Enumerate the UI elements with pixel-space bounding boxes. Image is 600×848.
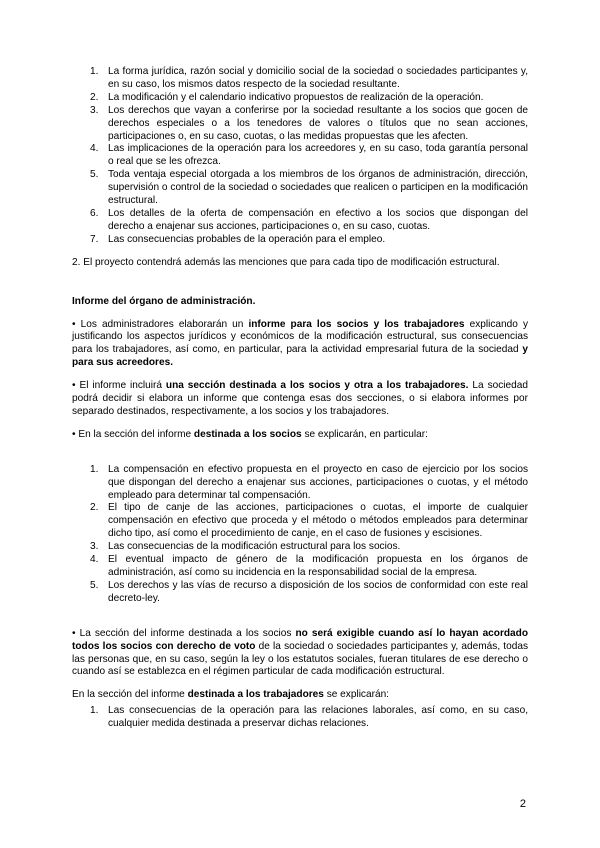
trabajadores-explanations-list	[72, 705, 528, 731]
paragraph-seccion-trabajadores: En la sección del informe destinada a los trabajadores se explicarán:	[72, 689, 389, 701]
paragraph-proyecto: 2. El proyecto contendrá además las menciones que para cada tipo de modificación estructural.	[72, 256, 500, 268]
proyecto-mentions-list	[72, 66, 528, 247]
paragraph-informe-socios-trabajadores: • Los administradores elaborarán un informe para los socios y los trabajadores explicando y justificando los aspectos jurídicos y económicos de la modificación estructural, sus consecuencias para los trabajadores, así como, en particular, para la actividad empresarial futura de la sociedad y para sus acreedores.	[72, 318, 528, 369]
list-item: 4. El eventual impacto de género de la modificación propuesta en los órganos de administración, así como su incidencia en la responsabilidad social de la empresa.	[90, 554, 528, 578]
list-item: 2. El tipo de canje de las acciones, participaciones o cuotas, el importe de cualquier compensación en efectivo que proceda y el método o métodos empleados para determinar dicho tipo, así como el procedimiento de canje, en el caso de fusiones y escisiones.	[90, 502, 528, 540]
list-item: 7. Las consecuencias probables de la operación para el empleo.	[90, 233, 386, 245]
list-item: 6. Los detalles de la oferta de compensación en efectivo a los socios que dispongan del derecho a enajenar sus acciones, participaciones o, en su caso, cuotas.	[90, 207, 528, 232]
list-item: 5. Los derechos y las vías de recurso a disposición de los socios de conformidad con este real decreto-ley.	[90, 579, 528, 604]
list-item: 1. La forma jurídica, razón social y domicilio social de la sociedad o sociedades participantes y, en su caso, los mismos datos respecto de la sociedad resultante.	[90, 66, 528, 90]
list-item: 1. La compensación en efectivo propuesta en el proyecto en caso de ejercicio por los socios que dispongan del derecho a enajenar sus acciones, participaciones o cuotas, y el método empleado para determinar tal compensación.	[90, 463, 528, 501]
list-item: 3. Las consecuencias de la modificación estructural para los socios.	[90, 541, 401, 553]
list-item: 5. Toda ventaja especial otorgada a los miembros de los órganos de administración, dirección, supervisión o control de la sociedad o sociedades que realicen o participen en la modificación estructural.	[90, 169, 528, 207]
list-item: 1. Las consecuencias de la operación para las relaciones laborales, así como, en su caso, cualquier medida destinada a preservar dichas relaciones.	[90, 705, 528, 730]
paragraph-seccion-socios: • En la sección del informe destinada a los socios se explicarán, en particular:	[72, 428, 428, 440]
list-item: 2. La modificación y el calendario indicativo propuestos de realización de la operación.	[90, 91, 484, 103]
paragraph-secciones: • El informe incluirá una sección destinada a los socios y otra a los trabajadores. La sociedad podrá decidir si elabora un informe que contenga esas dos secciones, o si elabora informes por separado destinados, respectivamente, a los socios y los trabajadores.	[72, 380, 528, 417]
paragraph-no-exigible: • La sección del informe destinada a los socios no será exigible cuando así lo hayan acordado todos los socios con derecho de voto de la sociedad o sociedades participantes y, además, todas las personas que, en su caso, según la ley o los estatutos sociales, fueran titulares de ese derecho o cuando así se establezca en el régimen particular de cada modificación estructural.	[72, 627, 528, 678]
list-item: 4. Las implicaciones de la operación para los acreedores y, en su caso, toda garantía personal o real que se les ofrezca.	[90, 143, 528, 168]
socios-explanations-list	[72, 464, 528, 606]
section-heading-informe: Informe del órgano de administración.	[72, 295, 256, 307]
page-number: 2	[519, 798, 526, 810]
document-page	[72, 66, 528, 731]
list-item: 3. Los derechos que vayan a conferirse por la sociedad resultante a los socios que gocen de derechos especiales o a los tenedores de valores o títulos que no sean acciones, participaciones o, en su caso, cuotas, o las medidas propuestas que les afecten.	[90, 104, 528, 142]
